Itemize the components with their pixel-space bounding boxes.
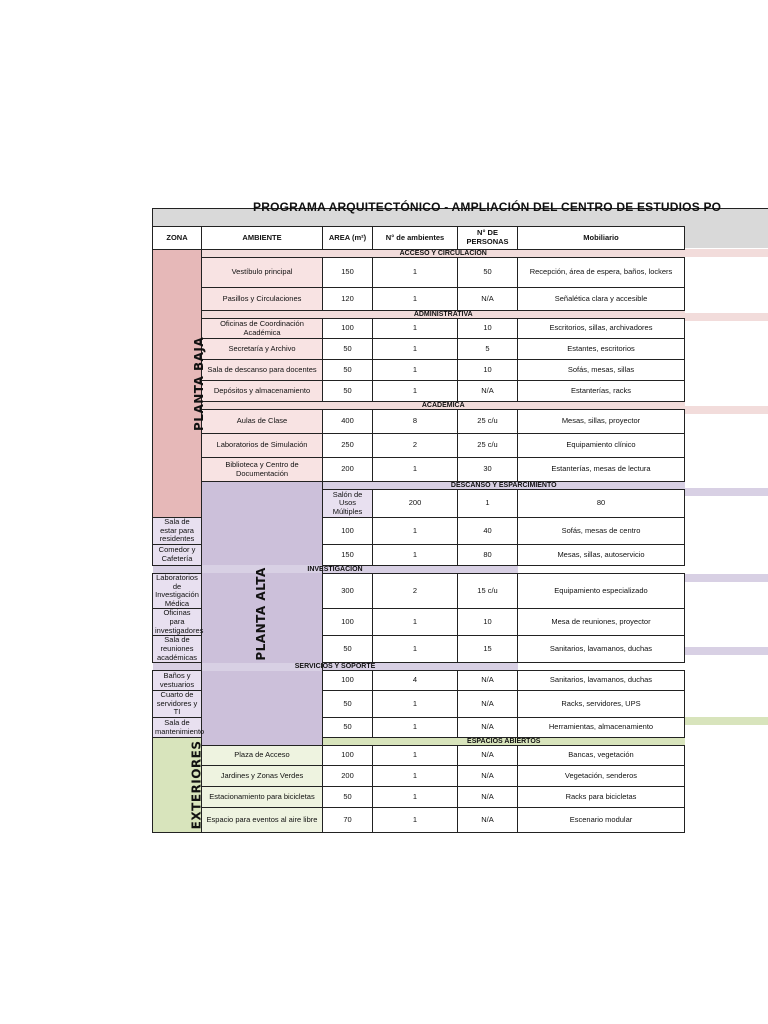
cell-mobiliario: Estantes, escritorios <box>518 339 685 360</box>
cell-ambiente: Sala de descanso para docentes <box>202 360 323 381</box>
cell-mobiliario: Escenario modular <box>518 808 685 833</box>
cell-personas: 10 <box>458 609 518 636</box>
table-row <box>153 434 685 458</box>
table-row <box>153 339 685 360</box>
section-band-ext <box>684 313 768 321</box>
header-mobiliario: Mobiliario <box>518 227 685 250</box>
cell-area: 50 <box>323 381 373 402</box>
cell-ambientes: 2 <box>373 434 458 458</box>
cell-mobiliario: Vegetación, senderos <box>518 766 685 787</box>
zone-planta-baja <box>153 250 207 518</box>
cell-area: 50 <box>323 636 373 663</box>
header-personas: N° DE PERSONAS <box>458 227 518 250</box>
cell-personas: 15 <box>458 636 518 663</box>
cell-ambientes: 1 <box>373 544 458 565</box>
cell-mobiliario: Sanitarios, lavamanos, duchas <box>518 636 685 663</box>
cell-area: 100 <box>323 609 373 636</box>
header-ambiente: AMBIENTE <box>202 227 323 250</box>
cell-ambientes: 1 <box>373 339 458 360</box>
table-row <box>153 360 685 381</box>
cell-personas: 15 c/u <box>458 573 518 609</box>
section-investigacion: INVESTIGACION <box>153 565 518 573</box>
table-row <box>153 458 685 482</box>
cell-mobiliario: Recepción, área de espera, baños, lockers <box>518 258 685 288</box>
cell-personas: 10 <box>458 319 518 339</box>
table-row <box>153 410 685 434</box>
cell-ambientes: 1 <box>373 381 458 402</box>
cell-ambientes: 1 <box>373 360 458 381</box>
cell-area: 150 <box>323 544 373 565</box>
cell-personas: 40 <box>458 518 518 545</box>
header-ambientes: N° de ambientes <box>373 227 458 250</box>
cell-personas: N/A <box>458 671 518 691</box>
table-row <box>153 381 685 402</box>
zone-label: EXTERIORES <box>189 740 204 830</box>
cell-area: 50 <box>323 718 373 738</box>
section-band-ext <box>684 406 768 414</box>
header-area: AREA (m²) <box>323 227 373 250</box>
cell-personas: N/A <box>458 691 518 718</box>
cell-mobiliario: Herramientas, almacenamiento <box>518 718 685 738</box>
cell-ambiente: Baños y vestuarios <box>153 671 202 691</box>
cell-ambientes: 1 <box>373 808 458 833</box>
cell-ambiente: Estacionamiento para bicicletas <box>202 787 323 808</box>
cell-area: 100 <box>323 671 373 691</box>
cell-ambientes: 1 <box>373 766 458 787</box>
table-row <box>153 258 685 288</box>
section-academica: ACADEMICA <box>202 402 685 410</box>
cell-ambientes: 4 <box>373 671 458 691</box>
cell-area: 50 <box>323 691 373 718</box>
cell-ambiente: Secretaría y Archivo <box>202 339 323 360</box>
cell-mobiliario: Sofás, mesas de centro <box>518 518 685 545</box>
cell-area: 200 <box>323 458 373 482</box>
cell-ambientes: 1 <box>373 458 458 482</box>
section-row <box>153 663 685 671</box>
section-acceso: ACCESO Y CIRCULACION <box>202 250 685 258</box>
table-row <box>153 746 685 766</box>
cell-area: 50 <box>323 360 373 381</box>
cell-ambiente: Comedor y Cafetería <box>153 544 202 565</box>
section-espacios: ESPACIOS ABIERTOS <box>323 738 685 746</box>
header-zona: ZONA <box>153 227 202 250</box>
cell-ambiente: Laboratorios de Simulación <box>202 434 323 458</box>
cell-ambiente: Sala de reuniones académicas <box>153 636 202 663</box>
section-servicios: SERVICIOS Y SOPORTE <box>153 663 518 671</box>
cell-ambientes: 1 <box>373 609 458 636</box>
header-band-extension <box>684 226 768 248</box>
cell-mobiliario: Señalética clara y accesible <box>518 288 685 311</box>
cell-ambiente: Pasillos y Circulaciones <box>202 288 323 311</box>
section-band-ext <box>684 717 768 725</box>
cell-area: 100 <box>323 518 373 545</box>
cell-ambiente: Salón de Usos Múltiples <box>323 490 373 518</box>
cell-mobiliario: Mesas, sillas, proyector <box>518 410 685 434</box>
cell-ambiente: Sala de estar para residentes <box>153 518 202 545</box>
cell-ambiente: Oficinas de Coordinación Académica <box>202 319 323 339</box>
section-band-ext <box>684 574 768 582</box>
section-row <box>153 482 685 490</box>
cell-personas: N/A <box>458 381 518 402</box>
cell-personas: N/A <box>458 288 518 311</box>
cell-ambiente: Biblioteca y Centro de Documentación <box>202 458 323 482</box>
section-descanso: DESCANSO Y ESPARCIMIENTO <box>323 482 685 490</box>
cell-ambiente: Plaza de Acceso <box>202 746 323 766</box>
cell-ambiente: Depósitos y almacenamiento <box>202 381 323 402</box>
cell-personas: N/A <box>458 808 518 833</box>
cell-ambientes: 1 <box>373 518 458 545</box>
cell-ambientes: 1 <box>373 319 458 339</box>
cell-personas: N/A <box>458 746 518 766</box>
table-row <box>153 787 685 808</box>
table-row <box>153 766 685 787</box>
cell-mobiliario: Equipamiento especializado <box>518 573 685 609</box>
cell-ambientes: 1 <box>373 787 458 808</box>
cell-ambientes: 2 <box>373 573 458 609</box>
cell-ambientes: 8 <box>373 410 458 434</box>
cell-area: 50 <box>323 339 373 360</box>
cell-personas: 25 c/u <box>458 434 518 458</box>
section-band-ext <box>684 488 768 496</box>
cell-area: 50 <box>323 787 373 808</box>
cell-mobiliario: Estanterías, mesas de lectura <box>518 458 685 482</box>
table-row <box>153 319 685 339</box>
cell-ambientes: 1 <box>373 691 458 718</box>
cell-mobiliario: Mesas, sillas, autoservicio <box>518 544 685 565</box>
cell-ambientes: 1 <box>373 746 458 766</box>
cell-ambiente: Sala de mantenimiento <box>153 718 202 738</box>
title-band <box>152 200 768 226</box>
cell-ambientes: 1 <box>373 636 458 663</box>
header-row <box>153 227 685 250</box>
cell-ambientes: 1 <box>373 288 458 311</box>
cell-mobiliario: Equipamiento clínico <box>518 434 685 458</box>
section-row <box>153 402 685 410</box>
cell-personas: 10 <box>458 360 518 381</box>
cell-personas: N/A <box>458 718 518 738</box>
table-row <box>153 288 685 311</box>
cell-mobiliario: Racks para bicicletas <box>518 787 685 808</box>
cell-area: 100 <box>323 746 373 766</box>
cell-area: 150 <box>323 258 373 288</box>
cell-mobiliario: Escritorios, sillas, archivadores <box>518 319 685 339</box>
section-band-ext <box>684 249 768 257</box>
section-administrativa: ADMINISTRATIVA <box>202 311 685 319</box>
cell-area: 120 <box>323 288 373 311</box>
zone-planta-alta <box>202 482 323 746</box>
section-row <box>153 250 685 258</box>
cell-personas: 80 <box>458 544 518 565</box>
cell-personas: 30 <box>458 458 518 482</box>
cell-ambiente: Vestíbulo principal <box>202 258 323 288</box>
cell-ambientes: 1 <box>373 718 458 738</box>
cell-area: 100 <box>323 319 373 339</box>
cell-area: 400 <box>323 410 373 434</box>
cell-mobiliario: Sofás, mesas, sillas <box>518 360 685 381</box>
zone-label: PLANTA ALTA <box>254 566 269 661</box>
cell-ambiente: Laboratorios de Investigación Médica <box>153 573 202 609</box>
cell-ambiente: Cuarto de servidores y TI <box>153 691 202 718</box>
cell-mobiliario: Sanitarios, lavamanos, duchas <box>518 671 685 691</box>
cell-ambientes: 1 <box>458 490 518 518</box>
table-title: PROGRAMA ARQUITECTÓNICO - AMPLIACIÓN DEL CENTRO DE ESTUDIOS PO <box>253 200 722 214</box>
cell-personas: 5 <box>458 339 518 360</box>
cell-personas: N/A <box>458 787 518 808</box>
cell-ambientes: 1 <box>373 258 458 288</box>
cell-area: 250 <box>323 434 373 458</box>
cell-mobiliario: Bancas, vegetación <box>518 746 685 766</box>
cell-area: 200 <box>373 490 458 518</box>
section-band-ext <box>684 647 768 655</box>
cell-area: 70 <box>323 808 373 833</box>
zone-exteriores <box>153 738 202 833</box>
zone-label: PLANTA BAJA <box>192 336 207 431</box>
cell-ambiente: Espacio para eventos al aire libre <box>202 808 323 833</box>
cell-mobiliario: Mesa de reuniones, proyector <box>518 609 685 636</box>
section-row <box>153 565 685 573</box>
cell-personas: N/A <box>458 766 518 787</box>
cell-mobiliario: Racks, servidores, UPS <box>518 691 685 718</box>
cell-area: 200 <box>323 766 373 787</box>
architectural-program-table <box>152 226 685 833</box>
cell-ambiente: Oficinas para investigadores <box>153 609 202 636</box>
cell-ambiente: Aulas de Clase <box>202 410 323 434</box>
section-row <box>153 311 685 319</box>
cell-mobiliario: Estanterías, racks <box>518 381 685 402</box>
cell-personas: 80 <box>518 490 685 518</box>
cell-ambiente: Jardines y Zonas Verdes <box>202 766 323 787</box>
table-row <box>153 808 685 833</box>
cell-personas: 25 c/u <box>458 410 518 434</box>
cell-area: 300 <box>323 573 373 609</box>
cell-personas: 50 <box>458 258 518 288</box>
